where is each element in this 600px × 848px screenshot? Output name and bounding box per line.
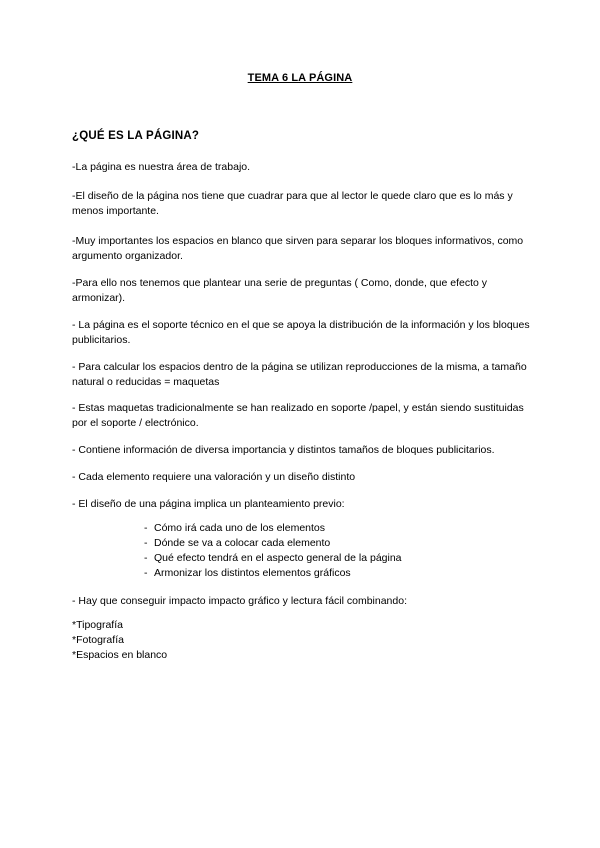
list-item-text: Qué efecto tendrá en el aspecto general de la página xyxy=(154,552,402,564)
paragraph-7: - Estas maquetas tradicionalmente se han realizado en soporte /papel, y están siendo sustituidas por el soporte / electrónico. xyxy=(72,402,524,429)
list-item xyxy=(144,551,402,566)
closing-paragraph: - Hay que conseguir impacto impacto gráfico y lectura fácil combinando: xyxy=(72,595,407,607)
list-item xyxy=(144,566,402,581)
section-heading: ¿QUÉ ES LA PÁGINA? xyxy=(72,130,200,142)
page-title: TEMA 6 LA PÁGINA xyxy=(247,72,353,84)
paragraph-4: -Para ello nos tenemos que plantear una serie de preguntas ( Como, donde, que efecto y armonizar). xyxy=(72,277,488,304)
list-bullet: - xyxy=(144,552,148,564)
paragraph-9: - Cada elemento requiere una valoración y un diseño distinto xyxy=(72,471,356,483)
list-item xyxy=(144,536,402,551)
paragraph-8: - Contiene información de diversa importancia y distintos tamaños de bloques publicitarios. xyxy=(72,444,495,456)
paragraph-3: -Muy importantes los espacios en blanco que sirven para separar los bloques informativos, como argumento organizador. xyxy=(72,235,524,262)
list-item-text: Dónde se va a colocar cada elemento xyxy=(154,537,331,549)
planning-list xyxy=(144,521,402,581)
list-item: *Espacios en blanco xyxy=(72,649,168,661)
list-bullet: - xyxy=(144,522,148,534)
elements-list xyxy=(72,618,167,663)
paragraph-5: - La página es el soporte técnico en el que se apoya la distribución de la información y los bloques publicitarios. xyxy=(72,319,530,346)
list-item: *Fotografía xyxy=(72,634,124,646)
list-item xyxy=(144,521,402,536)
list-bullet: - xyxy=(144,537,148,549)
paragraph-2: -El diseño de la página nos tiene que cuadrar para que al lector le quede claro que es lo más y menos importante. xyxy=(72,190,513,217)
list-item-text: Cómo irá cada uno de los elementos xyxy=(154,522,326,534)
list-bullet: - xyxy=(144,567,148,579)
paragraph-6: - Para calcular los espacios dentro de la página se utilizan reproducciones de la misma, a tamaño natural o reducidas = maquetas xyxy=(72,361,527,388)
list-item: *Tipografía xyxy=(72,619,123,631)
paragraph-10: - El diseño de una página implica un planteamiento previo: xyxy=(72,498,345,510)
paragraph-1: -La página es nuestra área de trabajo. xyxy=(72,161,251,173)
list-item-text: Armonizar los distintos elementos gráficos xyxy=(154,567,351,579)
